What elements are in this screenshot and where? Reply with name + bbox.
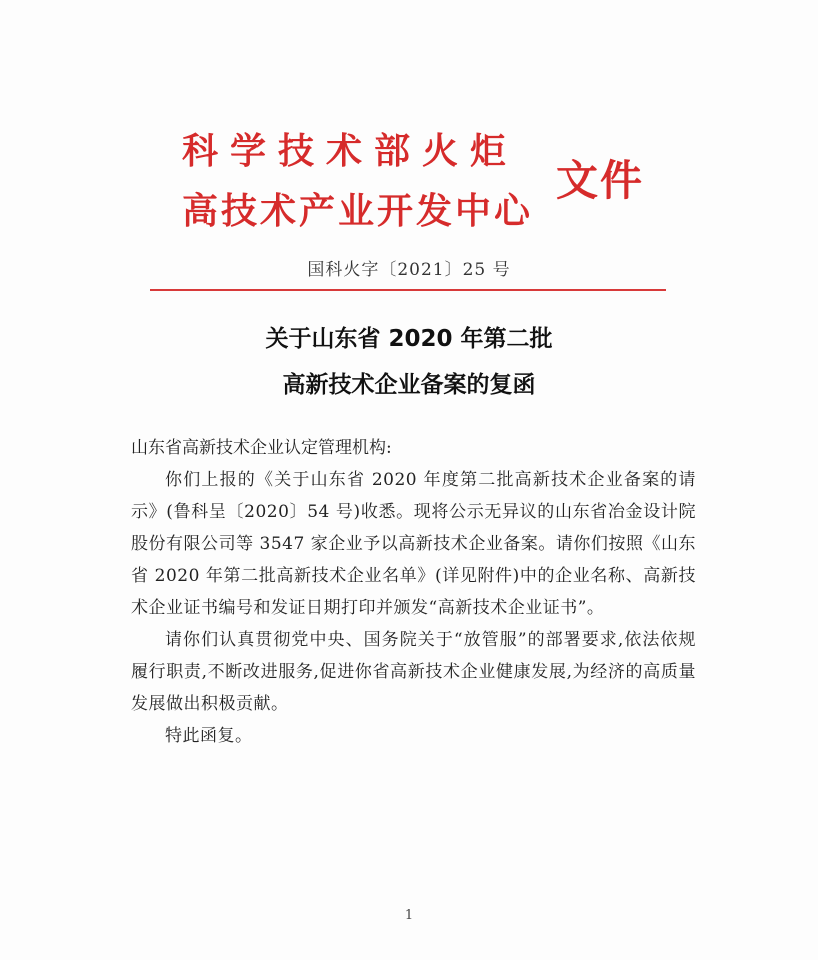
body-paragraph-1: 你们上报的《关于山东省 2020 年度第二批高新技术企业备案的请示》(鲁科呈〔2020〕54 号)收悉。现将公示无异议的山东省冶金设计院股份有限公司等 3547 家企业予以高新技术企业备案。请你们按照《山东省 2020 年第二批高新技术企业名单》(详见附件)中的企业名称、高新技术企业证书编号和发证日期打印并颁发“高新技术企业证书”。 [131,470,696,618]
red-separator-line [150,289,666,291]
body-paragraph-2: 请你们认真贯彻党中央、国务院关于“放管服”的部署要求,依法依规履行职责,不断改进服务,促进你省高新技术企业健康发展,为经济的高质量发展做出积极贡献。 [131,630,696,714]
document-title-line-2: 高新技术企业备案的复函 [282,372,536,398]
document-number: 国科火字〔2021〕25 号 [307,260,511,280]
document-title-line-1: 关于山东省 2020 年第二批 [265,326,553,352]
salutation: 山东省高新技术企业认定管理机构: [131,438,392,458]
issuing-org-line-1: 科学技术部火炬 [182,131,519,172]
page-number: 1 [404,908,414,923]
document-label: 文件 [556,156,645,205]
document-body [131,432,696,752]
issuing-org-line-2: 高技术产业开发中心 [182,191,534,232]
closing-line: 特此函复。 [165,726,253,746]
